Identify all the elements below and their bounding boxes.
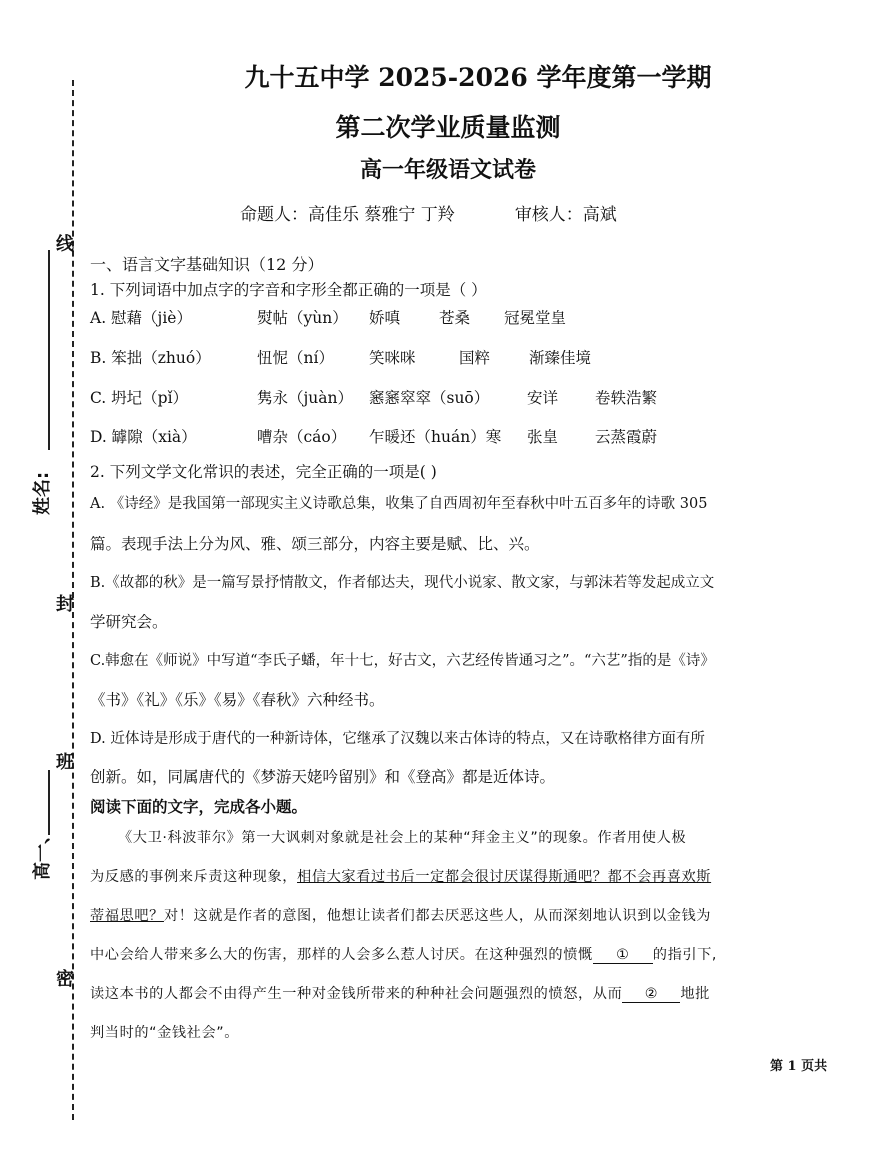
question-2-option-d: D. 近体诗是形成于唐代的一种新诗体，它继承了汉魏以来古体诗的特点，又在诗歌格律方面有所 [90,731,705,747]
question-2-option-c: C.韩愈在《师说》中写道“李氏子蟠，年十七，好古文，六艺经传皆通习之”。“六艺”指的是《诗》 [90,653,715,669]
essay-line-1: 《大卫·科波菲尔》第一大讽刺对象就是社会上的某种“拜金主义”的现象。作者用使人极 [118,830,687,846]
option-word: 冠冕堂皇 [504,309,567,327]
option-word: A. 慰藉（jiè） [90,309,192,327]
option-word: 苍桑 [439,309,471,327]
option-word: 笑咪咪 [369,349,416,367]
option-word: 张皇 [527,428,559,446]
essay-line-6: 判当时的“金钱社会”。 [90,1025,239,1041]
essay-text: 地批 [680,986,710,1002]
option-word: 安详 [527,389,559,407]
name-underline [48,250,50,450]
question-2-option-c-cont: 《书》《礼》《乐》《易》《春秋》六种经书。 [90,691,385,709]
option-word: 卷轶浩繁 [595,389,658,407]
option-word: 娇嗔 [369,309,401,327]
essay-underlined-text: 相信大家看过书后一定都会很讨厌谋得斯通吧？都不会再喜欢斯 [297,869,712,885]
exam-title-test: 第二次学业质量监测 [335,113,561,142]
essay-text: 的指引下, [652,947,718,963]
reading-instruction: 阅读下面的文字，完成各小题。 [90,797,308,816]
essay-line-4 [90,944,717,964]
section-heading: 一、语言文字基础知识（12 分） [90,255,324,274]
authors: 命题人：高佳乐 蔡雅宁 丁羚 [240,205,455,225]
essay-line-5 [90,983,710,1003]
essay-text: 中心会给人带来多么大的伤害，那样的人会多么惹人讨厌。在这种强烈的愤慨 [90,947,593,963]
option-word: 国粹 [459,349,491,367]
option-word: C. 坍圮（pǐ） [90,389,189,407]
essay-line-2 [90,866,711,886]
page-number: 第 1 页共 [770,1059,828,1074]
binding-label-mi: 密 [56,969,74,990]
question-2-option-d-cont: 创新。如，同属唐代的《梦游天姥吟留别》和《登高》都是近体诗。 [90,768,556,786]
question-1-option-b [90,346,591,368]
essay-text: 读这本书的人都会不由得产生一种对金钱所带来的种种社会问题强烈的愤怒，从而 [90,986,623,1002]
option-word: B. 笨拙（zhuó） [90,349,211,367]
grade-label: 高一、 [32,826,53,880]
binding-label-feng: 封 [56,594,74,615]
option-word: 渐臻佳境 [529,349,592,367]
essay-text: 为反感的事例来斥责这种现象， [90,869,298,885]
exam-title-subject: 高一年级语文试卷 [359,157,536,183]
option-word: 云蒸霞蔚 [595,428,658,446]
question-2-option-a: A. 《诗经》是我国第一部现实主义诗歌总集，收集了自西周初年至春秋中叶五百多年的诗歌 305 [90,496,708,512]
option-word: 嘈杂（cáo） [257,428,347,446]
option-word: 乍暖还（huán）寒 [369,428,502,446]
question-1-option-c [90,386,657,408]
option-word: 忸怩（ní） [257,349,334,367]
exam-title-school: 九十五中学 2025-2026 学年度第一学期 [244,63,712,92]
question-2-option-b: B.《故都的秋》是一篇写景抒情散文，作者郁达夫，现代小说家、散文家，与郭沫若等发起成立文 [90,575,715,591]
reviewer: 审核人：高斌 [514,205,617,225]
question-1-option-d [90,425,657,447]
essay-underlined-text: 蒂福思吧？ [90,908,164,924]
essay-line-3 [90,905,711,925]
question-1-stem: 1. 下列词语中加点字的字音和字形全都正确的一项是（ ） [90,281,487,299]
blank-2: ② [622,986,680,1003]
option-word: 熨帖（yùn） [257,309,348,327]
option-word: 隽永（juàn） [257,389,354,407]
essay-text: 对！这就是作者的意图，他想让读者们都去厌恶这些人，从而深刻地认识到以金钱为 [163,908,712,924]
option-word: D. 罅隙（xià） [90,428,197,446]
name-label: 姓名: [32,471,53,515]
authors-line [240,200,617,225]
question-2-stem: 2. 下列文学文化常识的表述，完全正确的一项是( ) [90,463,437,481]
option-word: 窸窸窣窣（suō） [369,389,490,407]
blank-1: ① [593,947,653,964]
binding-label-ban: 班 [56,752,74,773]
question-2-option-a-cont: 篇。表现手法上分为风、雅、颂三部分，内容主要是赋、比、兴。 [90,535,540,553]
question-1-option-a [90,306,566,328]
binding-label-xian: 线 [56,234,74,255]
question-2-option-b-cont: 学研究会。 [90,613,168,631]
